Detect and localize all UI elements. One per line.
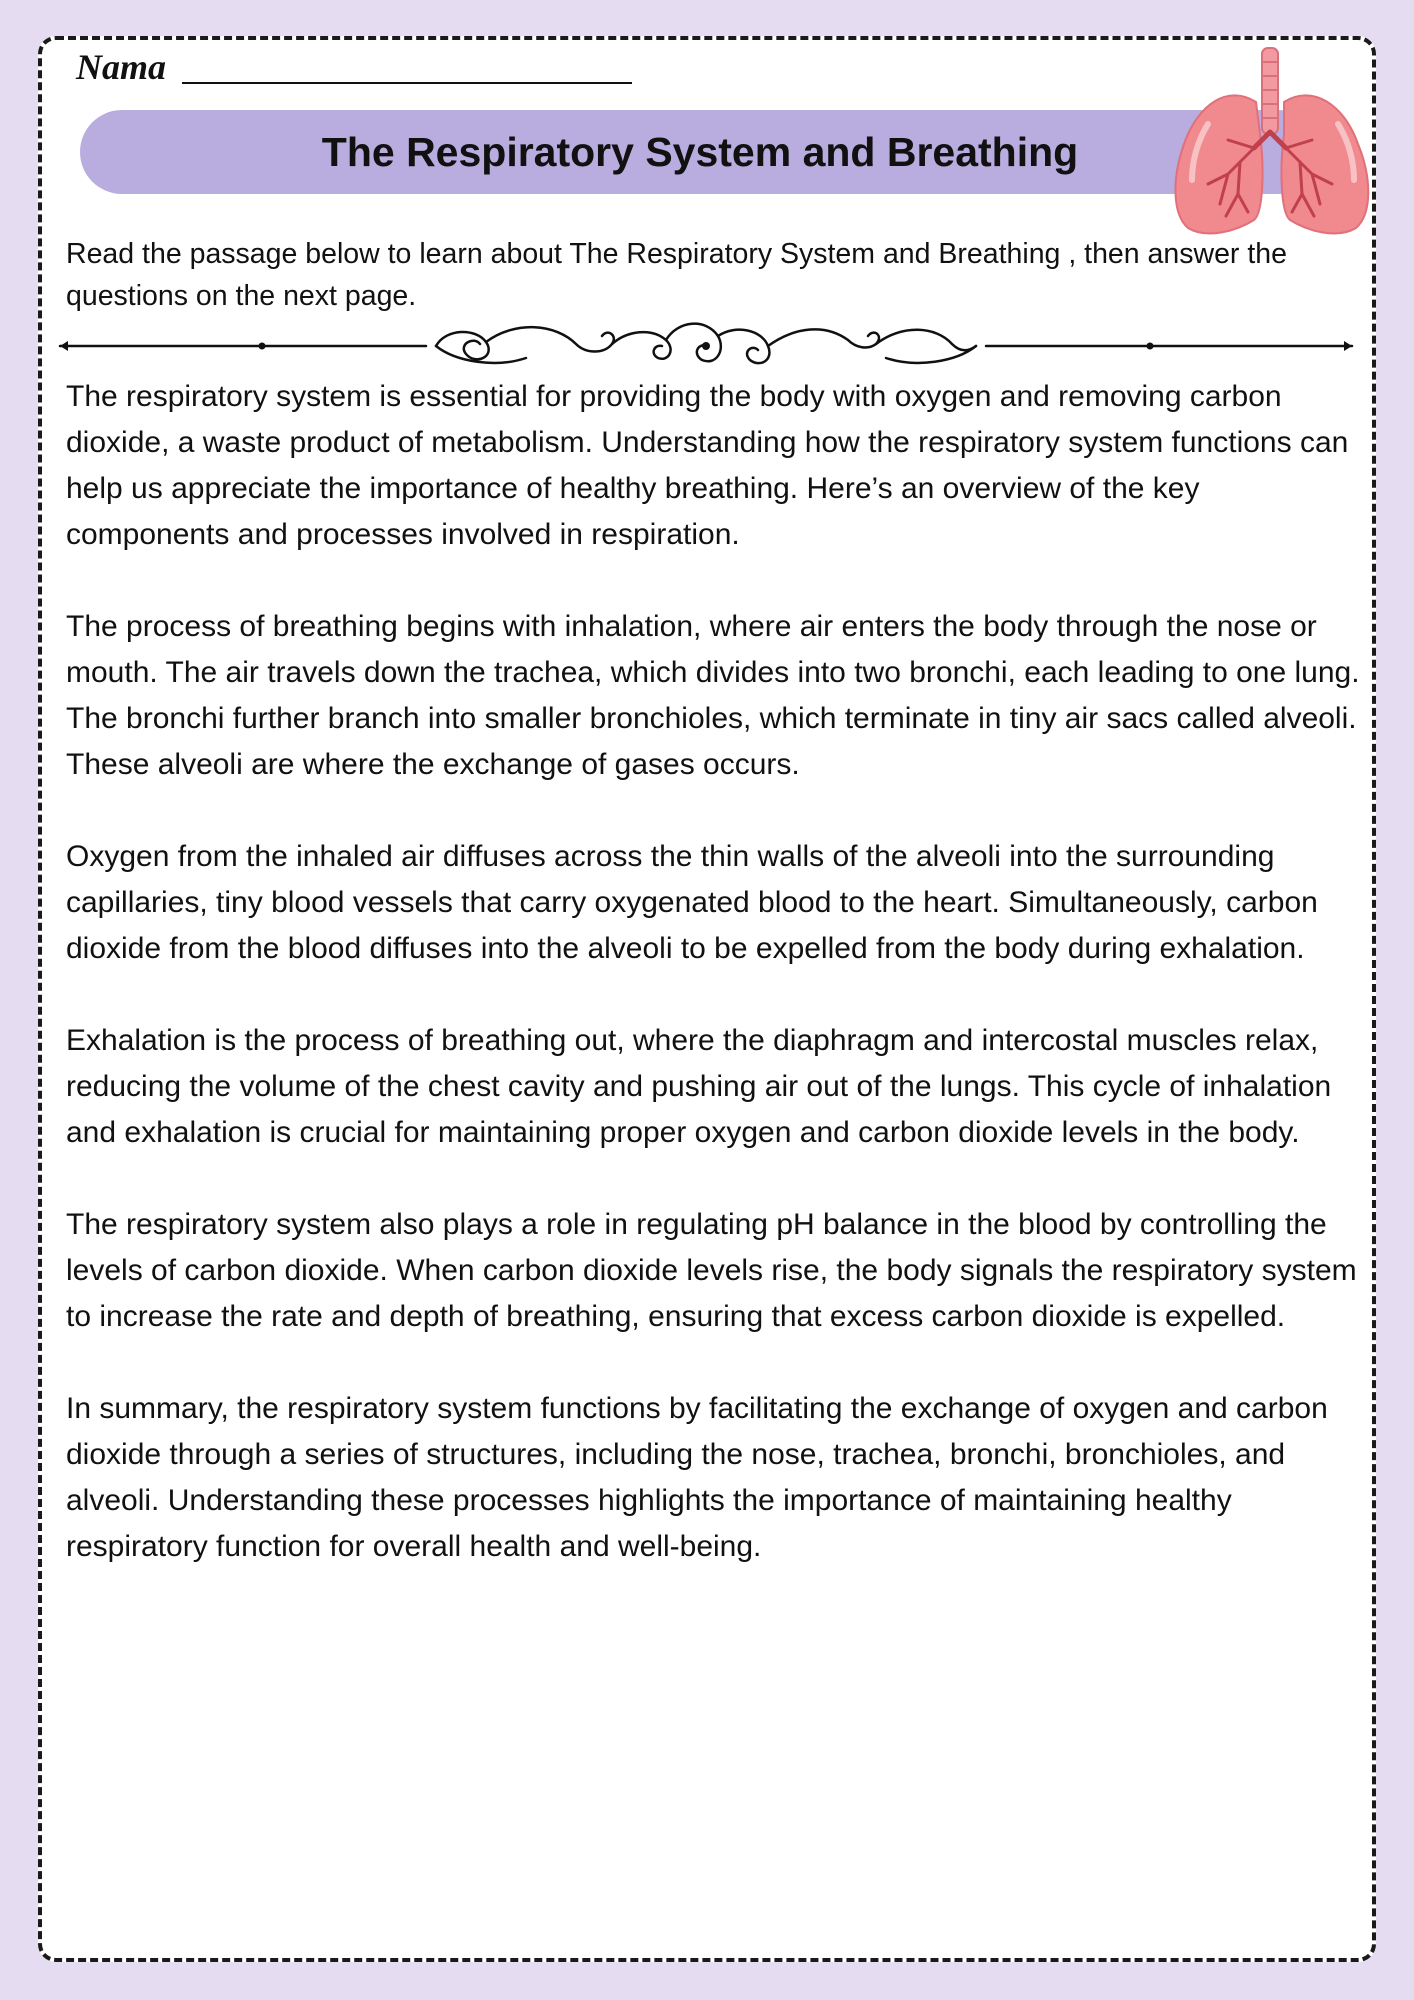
passage-paragraph: Exhalation is the process of breathing out, where the diaphragm and intercostal muscles relax, reducing the volume of the chest cavity and pushing air out of the lungs. This cycle of inhalation and exhalation is crucial for maintaining proper oxygen and carbon dioxide levels in the body. — [66, 1024, 1332, 1149]
name-label: Nama — [76, 47, 166, 87]
passage-paragraph: In summary, the respiratory system functions by facilitating the exchange of oxygen and carbon dioxide through a series of structures, including the nose, trachea, bronchi, bronchioles, and alveoli. Understanding these processes highlights the importance of maintaining healthy respiratory function for overall health and well-being. — [66, 1392, 1328, 1563]
ornamental-divider — [56, 310, 1356, 376]
page-title: The Respiratory System and Breathing — [321, 129, 1079, 175]
passage-paragraph: The respiratory system is essential for providing the body with oxygen and removing carbon dioxide, a waste product of metabolism. Understanding how the respiratory system functions can help us appreciate the importance of healthy breathing. Here’s an overview of the key components and processes involved in respiration. — [66, 380, 1349, 551]
passage-paragraph: The process of breathing begins with inhalation, where air enters the body through the nose or mouth. The air travels down the trachea, which divides into two bronchi, each leading to one lung. The bronchi further branch into smaller bronchioles, which terminate in tiny air sacs called alveoli. These alveoli are where the exchange of gases occurs. — [66, 610, 1360, 781]
passage-paragraph: The respiratory system also plays a role in regulating pH balance in the blood by controlling the levels of carbon dioxide. When carbon dioxide levels rise, the body signals the respiratory system to increase the rate and depth of breathing, ensuring that excess carbon dioxide is expelled. — [66, 1208, 1357, 1333]
name-field-row — [76, 44, 632, 88]
intro-instructions: Read the passage below to learn about The Respiratory System and Breathing , then answer the questions on the next page. — [66, 238, 1287, 312]
lungs-icon — [1168, 44, 1376, 240]
reading-passage — [66, 374, 1366, 1616]
passage-paragraph: Oxygen from the inhaled air diffuses across the thin walls of the alveoli into the surrounding capillaries, tiny blood vessels that carry oxygenated blood to the heart. Simultaneously, carbon dioxide from the blood diffuses into the alveoli to be expelled from the body during exhalation. — [66, 840, 1318, 965]
name-input-line[interactable] — [182, 82, 632, 84]
